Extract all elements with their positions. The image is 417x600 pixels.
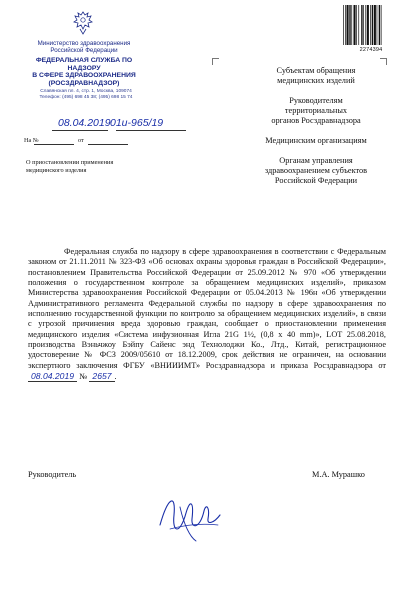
reference-row [24,136,184,148]
registration-number: 01и-965/19 [110,117,164,129]
registration-row [24,117,184,131]
letter-subject: О приостановлении применения медицинского изделия [26,159,114,174]
number-underline [116,130,186,131]
registration-date: 08.04.2019 [58,117,111,129]
addressee-block [246,66,386,196]
signatory-role: Руководитель [28,470,77,479]
na-label: На № [24,137,39,144]
agency-name: ФЕДЕРАЛЬНАЯ СЛУЖБА ПО НАДЗОРУ В СФЕРЕ ЗДРАВООХРАНЕНИЯ (РОСЗДРАВНАДЗОР) [32,57,136,87]
body-end: . [114,372,117,382]
order-number-label: № [79,372,88,382]
corner-mark-right [380,58,387,65]
barcode-icon [342,4,400,46]
date-underline [52,130,108,131]
body-paragraph: Федеральная служба по надзору в сфере здравоохранения в соответствии с Федеральным законом от 21.11.2011 № 323-ФЗ «Об основах охраны здоровья граждан в Российской Федерации», постановлением Правительства Российской Федерации от 25.09.2012 № 970 «Об утверждении положения о государственном контроле за обращением медицинских изделий», приказом Министерства здравоохранения Российской Федерации от 05.04.2013 № 196н «Об утверждении Административного регламента Федеральной службы по надзору в сфере здравоохранения по исполнению государственной функции по контролю за обращением медицинских изделий», в связи с угрозой причинения вреда здоровью граждан, сообщает о приостановлении применения медицинского изделия «Система инфузионная Игла 21G 1½, (0,8 x 40 mm)», LOT 25.08.2018, производства Вэньчжоу Бэйпу Сайенс энд Технолоджи Ко., Лтд., Китай, регистрационное удостоверение № ФСЗ 2009/05610 от 18.12.2009, срок действия не ограничен, на основании экспертного заключения ФГБУ «ВНИИИМТ» Росздравнадзора и приказа Росздравнадзора от [28,247,386,370]
reference-date-line [88,144,128,145]
addressee-1: Субъектам обращения медицинских изделий [276,66,356,85]
reference-number-line [34,144,74,145]
corner-mark-left [212,58,219,65]
barcode-number: 2274394 [359,47,383,53]
ot-label: от [78,137,84,144]
coat-of-arms-icon [72,10,94,36]
addressee-4: Органам управления здравоохранением субъектов Российской Федерации [264,156,368,185]
ministry-name: Министерство здравоохранения Российской Федерации [37,40,131,55]
handwritten-signature [150,485,230,545]
order-number: 2657 [89,371,114,382]
signatory-name: М.А. Мурашко [312,470,365,479]
order-date: 08.04.2019 [28,371,77,382]
addressee-3: Медицинским организациям [265,136,367,145]
agency-address: Славянская пл. 4, стр. 1, Москва, 109074 Телефон: (495) 698 45 38; (495) 698 15 74 [39,89,133,100]
addressee-2: Руководителям территориальных органов Росздравнадзора [271,96,361,125]
letter-body [28,247,386,382]
